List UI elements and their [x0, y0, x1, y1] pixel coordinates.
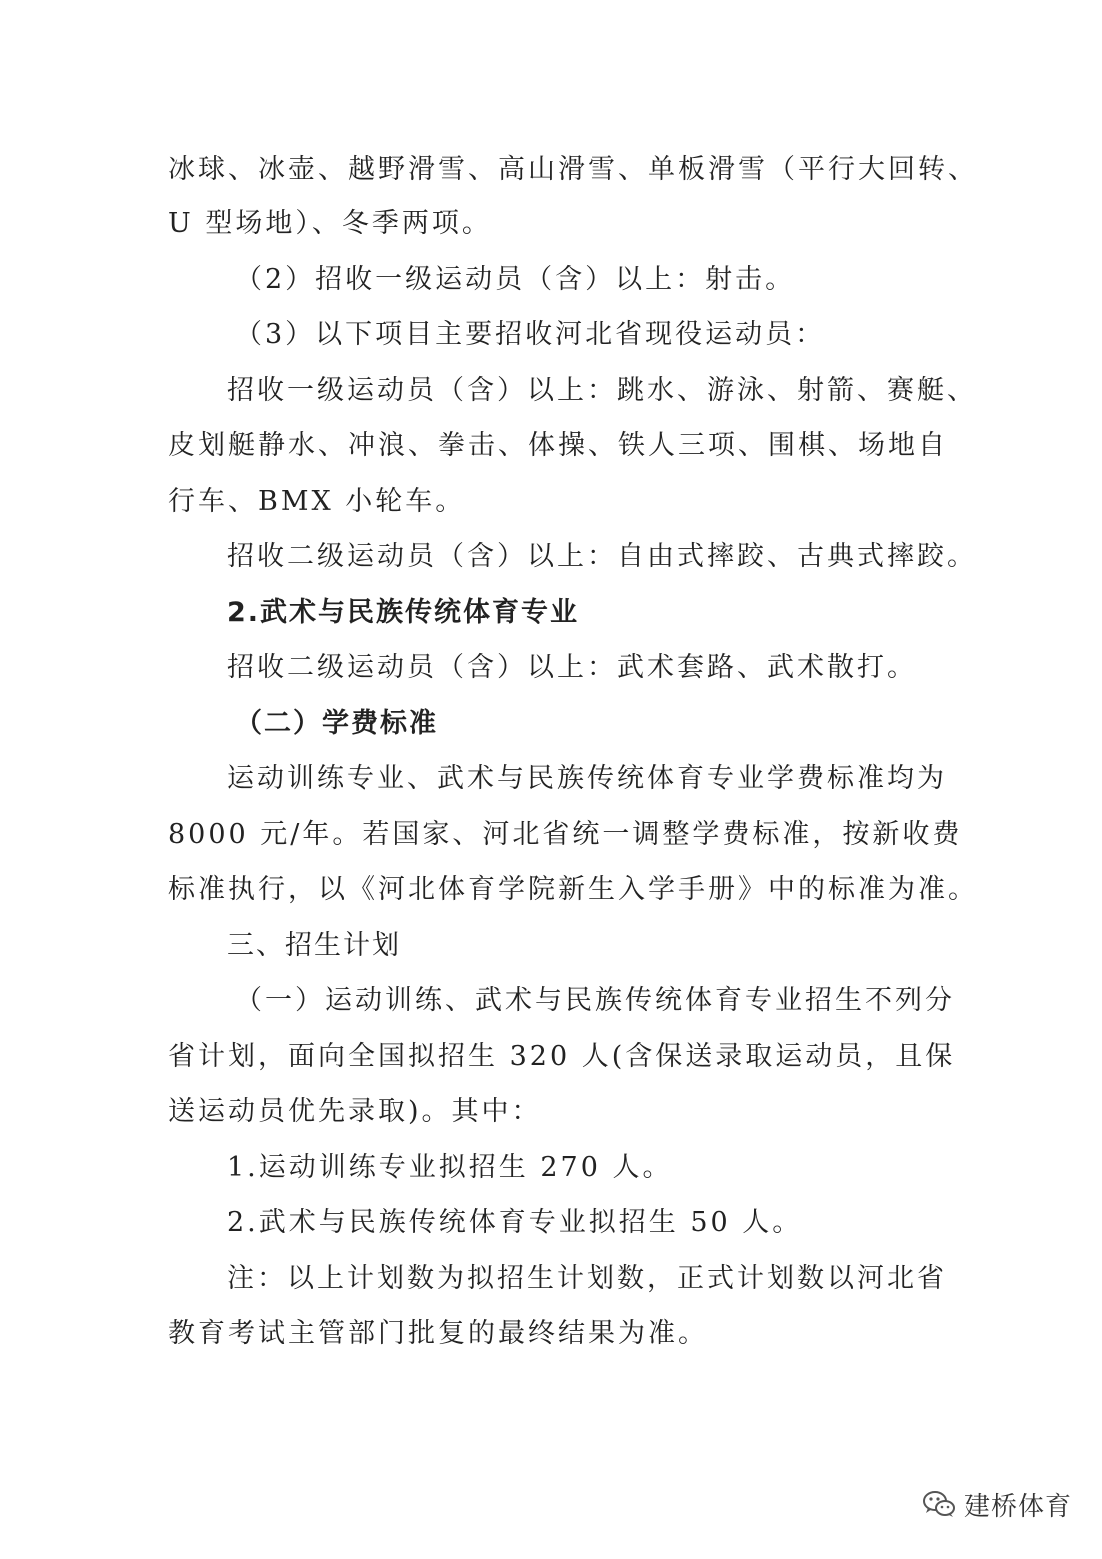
section-heading: （二）学费标准 — [235, 708, 438, 739]
text-line: （3）以下项目主要招收河北省现役运动员： — [235, 319, 826, 350]
text-line: （2）招收一级运动员（含）以上：射击。 — [235, 264, 796, 295]
text-line: （一）运动训练、武术与民族传统体育专业招生不列分 — [235, 985, 955, 1016]
watermark-text: 建桥体育 — [964, 1491, 1073, 1522]
text-line: 省计划，面向全国拟招生 320 人(含保送录取运动员，且保 — [168, 1041, 956, 1072]
text-line: 招收二级运动员（含）以上：武术套路、武术散打。 — [227, 652, 917, 683]
section-heading: 三、招生计划 — [227, 930, 401, 961]
text-line: 皮划艇静水、冲浪、拳击、体操、铁人三项、围棋、场地自 — [168, 430, 948, 461]
text-line: 送运动员优先录取)。其中： — [168, 1096, 542, 1127]
text-line: 行车、BMX 小轮车。 — [168, 486, 466, 517]
text-line: 冰球、冰壶、越野滑雪、高山滑雪、单板滑雪（平行大回转、 — [168, 154, 978, 185]
section-heading: 2.武术与民族传统体育专业 — [227, 597, 580, 628]
text-line: 招收一级运动员（含）以上：跳水、游泳、射箭、赛艇、 — [227, 375, 977, 406]
text-line: 标准执行，以《河北体育学院新生入学手册》中的标准为准。 — [168, 874, 978, 905]
text-line: 1.运动训练专业拟招生 270 人。 — [227, 1152, 673, 1183]
wechat-icon — [922, 1489, 956, 1519]
text-line: 运动训练专业、武术与民族传统体育专业学费标准均为 — [227, 763, 947, 794]
text-line: 注：以上计划数为拟招生计划数，正式计划数以河北省 — [227, 1263, 947, 1294]
wechat-watermark — [922, 1484, 1072, 1524]
text-line: 2.武术与民族传统体育专业拟招生 50 人。 — [227, 1207, 803, 1238]
text-line: 招收二级运动员（含）以上：自由式摔跤、古典式摔跤。 — [227, 541, 977, 572]
text-line: 教育考试主管部门批复的最终结果为准。 — [168, 1318, 708, 1349]
text-line: U 型场地）、冬季两项。 — [168, 208, 492, 239]
text-line: 8000 元/年。若国家、河北省统一调整学费标准，按新收费 — [168, 819, 963, 850]
